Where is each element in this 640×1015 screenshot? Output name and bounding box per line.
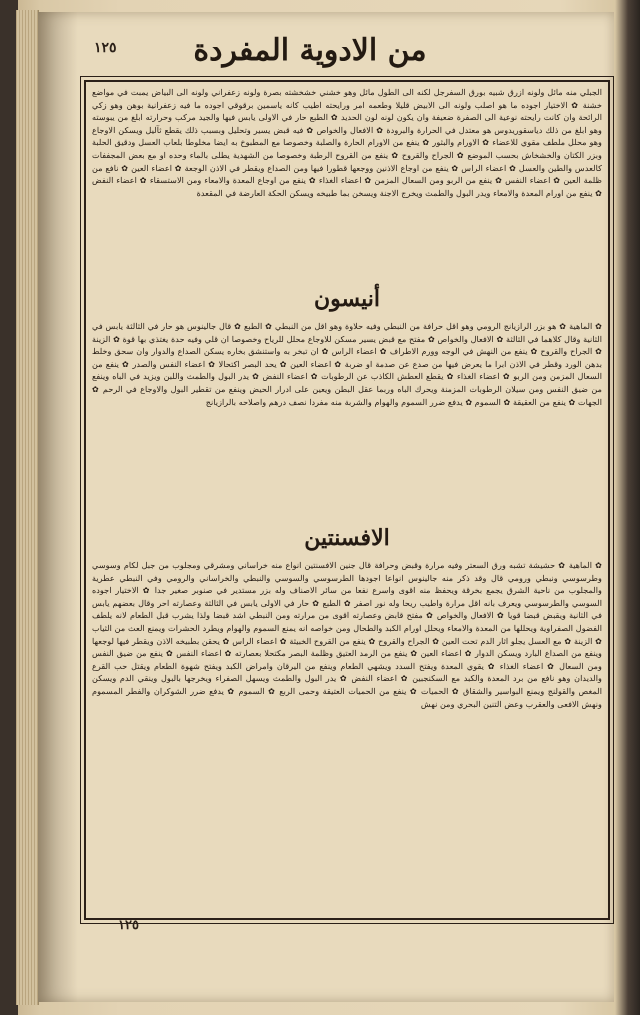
entry-heading-anisun: أنيسون <box>313 286 381 312</box>
entry-anisun-text: ✿ الماهية ✿ هو بزر الرازيانج الرومي وهو اقل حرافة من النبطي وفيه حلاوة وهو اقل من النبطي ✿ الطبع ✿ قال جالينوس هو حار في الثالثة يابس في الثانية وقال كلاهما في الثالثة ✿ الافعال والخواص ✿ مفتح مع قبض يسير مسكن للاوجاع محلل للرياح وخصوصا ان قلي وفيه حدة يغتذي بها قوة ✿ الزينة ✿ الجراح والقروح ✿ ينفع من النهش في الوجه وورم الاطراف ✿ اعضاء الراس ✿ ان تبخر به واستنشق بخاره يسكن الصداع والدوار وان سحق وخلط بدهن الورد وقطر في الاذن ابرا ما يعرض فيها من صدع عن صدمة او ضربة ✿ اعضاء العين ✿ يحد البصر اكتحالا ✿ اعضاء النفس والصدر ✿ ينفع من السعال المزمن ومن الربو ✿ اعضاء الغذاء ✿ يقطع العطش الكاذب عن الرطوبات ✿ اعضاء النفض ✿ يدر البول والطمث واللبن ويزيد في الباه وينفع من ضيق النفس ومن سيلان الرطوبات المزمنة ويحرك الباه وربما عقل البطن ويعين على ادرار الحيض وينفع من تقطير البول والاوجاع في الرحم ✿ الجهات ✿ ينفع من العقيقة ✿ السموم ✿ يدفع ضرر السموم والهوام والشربة منه مفردا نصف درهم واصلاحه بالرازيانج <box>92 321 602 407</box>
entry-continuation-text: الجبلي منه مائل ولونه ازرق شبيه بورق السفرجل لكنه الى الطول مائل وهو خشني خشخشته بصرة ولونه زعفراني ولونه الى البياض يمبت في مواضع خشنة ✿ الاختيار اجوده ما هو اصلب ولونه الى الابيض قليلا وطعمه امر ورايحته اطيب كانه ياسمين برقوقي اجوده ما فيه زعفرانية بوهن وهو زكي الرائحة وان كانت رايحته نوعية الى الصفرة ضعيفة وان يكون لونه لون الحديد ✿ الطبع حار في الاولى يابس فيها والجيد مركب وحرارته ابلغ من يبوسته وهو ابلغ من ذلك دياسقوريدوس هو معتدل في الحرارة والبرودة ✿ الافعال والخواص ✿ فيه قبض يسير وتحليل وبسبب ذلك يقطع ثآليل ويسكن الاوجاع وهو محلل ملطف مقوي للاعضاء ✿ الاورام والبثور ✿ ينفع من الاورام الحارة والصلبة وخصوصا مع المطبوخ به ايضا مخلوطا بلعاب العسل ودقيق الحلبة وبزر الكتان والخشخاش بحسب الموضع ✿ الجراح والقروح ✿ ينفع من القروح الرطبة وخصوصا من الشهدية يطلى بالماء وحده او مع بعض المجففات كالعدس والطين والعسل ✿ اعضاء الراس ✿ ينفع من اوجاع الاذنين ووجعها قطورا فيها ومن الصداع ويقطر في الاذن الوجعة ✿ اعضاء العين ✿ نافع من ظلمة العين ✿ اعضاء النفس ✿ ينفع من الربو ومن السعال المزمن ✿ اعضاء الغذاء ✿ ينفع من اوجاع المعدة والامعاء ومن الاستسقاء ✿ اعضاء النفض ✿ ينفع من اورام المعدة والامعاء ويدر البول والطمث ويخرج الاجنة ويسخن بما طبيخه ويسكن الحكة العارضة في المقعدة <box>92 87 602 198</box>
page-body <box>92 86 602 914</box>
entry-heading-afsantin: الافسنتين <box>304 525 390 551</box>
gutter-shadow <box>38 12 78 1002</box>
page-number-top: ١٢٥ <box>94 40 117 56</box>
entry-afsantin-text: ✿ الماهية ✿ حشيشة تشبه ورق السعتر وفيه مرارة وقبض وحرافة قال جنين الافسنتين انواع منه خراساني ومشرقي ومجلوب من جبل لكام وسوسي وطرسوسي ونبطي ورومي قال وقد ذكر منه جالينوس انواعا اجودها الطرسوسي والسوسي والنبطي والخراساني والرومي وفي النبطي عطرية والمجلوب من ناحية الشرق يجمع بخرقة ويحفظ منه اقوى واسرع نفعا من سائر الاصناف وله بزر مستدير في صنوبر صغير جدا ✿ الاختيار اجوده السوسي والطرسوسي ويعرف بانه اقل مرارة واطيب ريحا وله نور اصفر ✿ الطبع ✿ حار في الاولى يابس في الثالثة وعصارته احر وقال بعضهم يابس في الثانية ويقبض قبضا قويا ✿ الافعال والخواص ✿ مفتح قابض وعصارته اقوى من مرارته ومن النبطي اشد قبضا ولذا يشرب قبل الطعام لانه يلطف الفضول الصفراوية ويحللها من المعدة والامعاء ويحلل اورام الكبد والطحال ومن خواصه انه يمنع السموم والهوام ويطرد الحشرات ويمنع العث من الثياب ✿ الزينة ✿ مع العسل يجلو اثار الدم تحت العين ✿ الجراح والقروح ✿ ينفع من القروح الخبيثة ✿ اعضاء الراس ✿ يحقن بطبيخه الاذن ويقطر فيها لوجعها وينفع من الصداع البارد ويسكن الدوار ✿ اعضاء العين ✿ ينفع من الرمد العتيق وظلمة البصر مكتحلا بعصارته ✿ اعضاء النفس ✿ ينفع من ضيق النفس ومن السعال ✿ اعضاء الغذاء ✿ يقوي المعدة ويفتح السدد ويشهي الطعام وينفع من اليرقان وامراض الكبد ويفتح شهوة الطعام ويقتل حب القرع والديدان وهو نافع من برد المعدة والكبد مع السكنجبين ✿ اعضاء النفض ✿ يدر البول والطمث ويسهل الصفراء ويخرجها بالبول وينقي الدم ويسكن المغص والقولنج ويمنع البواسير والشقاق ✿ الحميات ✿ ينفع من الحميات العتيقة وحمى الربع ✿ السموم ✿ يدفع ضرر الشوكران والفطر المسموم ونهش الافعى والعقرب وعض التنين البحري ومن نهش <box>92 560 602 709</box>
running-head: من الادوية المفردة <box>193 33 427 68</box>
page-edges <box>16 10 39 1005</box>
page-number-bottom: ١٢٥ <box>118 918 139 933</box>
